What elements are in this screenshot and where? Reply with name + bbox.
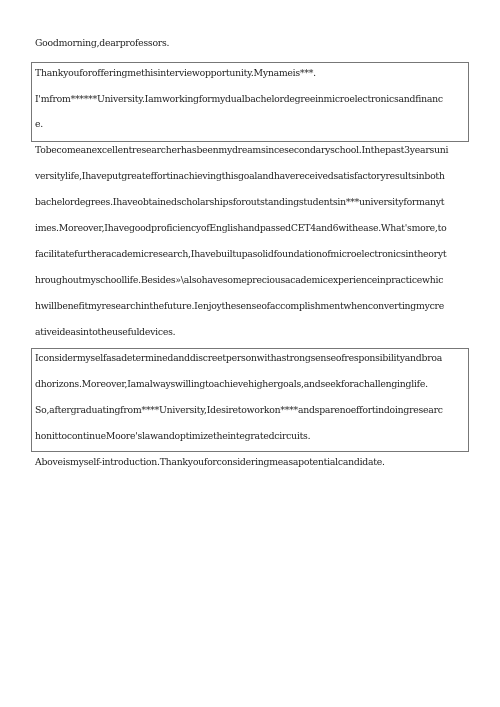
paragraph-1-line-2: I'mfrom******University.Iamworkingformydualbachelordegreeinmicroelectronicsandfinanc — [35, 94, 443, 105]
paragraph-1-line-3: e. — [35, 119, 43, 130]
paragraph-2-line-1: Tobecomeanexcellentresearcherhasbeenmydreamsincesecondaryschool.Inthepast3yearsuni — [35, 145, 449, 156]
paragraph-2-line-7: hwillbenefitmyresearchinthefuture.Ienjoythesenseofaccomplishmentwhenconvertingmycre — [35, 301, 444, 312]
paragraph-2-line-8: ativeideasintotheusefuldevices. — [35, 327, 176, 338]
paragraph-3-line-1: Iconsidermyselfasadeterminedanddiscreetpersonwithastrongsenseofresponsibilityandbroa — [35, 353, 443, 364]
paragraph-2-line-5: facilitatefurtheracademicresearch,Ihavebuiltupasolidfoundationofmicroelectronicsintheoryt — [35, 249, 447, 260]
paragraph-3-line-3: So,aftergraduatingfrom****University,Idesiretoworkon****andsparenoeffortindoingresearc — [35, 405, 443, 416]
paragraph-2-line-3: bachelordegrees.Ihaveobtainedscholarshipsforoutstandingstudentsin***universityformanyt — [35, 197, 445, 208]
closing-line: Aboveismyself-introduction.Thankyouforconsideringmeasapotentialcandidate. — [35, 457, 385, 468]
paragraph-2-line-6: hroughoutmyschoollife.Besides»\alsohavesomepreciousacademicexperienceinpracticewhic — [35, 275, 444, 286]
paragraph-2-line-2: versitylife,Ihaveputgreateffortinachievingthisgoalandhavereceivedsatisfactoryresultsinboth — [35, 171, 445, 182]
paragraph-3-line-4: honittocontinueMoore'slawandoptimizetheintegratedcircuits. — [35, 431, 311, 442]
paragraph-1-line-1: Thankyouforofferingmethisinterviewopportunity.Mynameis***. — [35, 68, 316, 79]
paragraph-2-line-4: imes.Moreover,IhavegoodproficiencyofEnglishandpassedCET4and6withease.What'smore,to — [35, 223, 447, 234]
paragraph-3-line-2: dhorizons.Moreover,Iamalwayswillingtoachievehighergoals,andseekforachallenginglife. — [35, 379, 428, 390]
greeting-line: Goodmorning,dearprofessors. — [35, 38, 170, 49]
